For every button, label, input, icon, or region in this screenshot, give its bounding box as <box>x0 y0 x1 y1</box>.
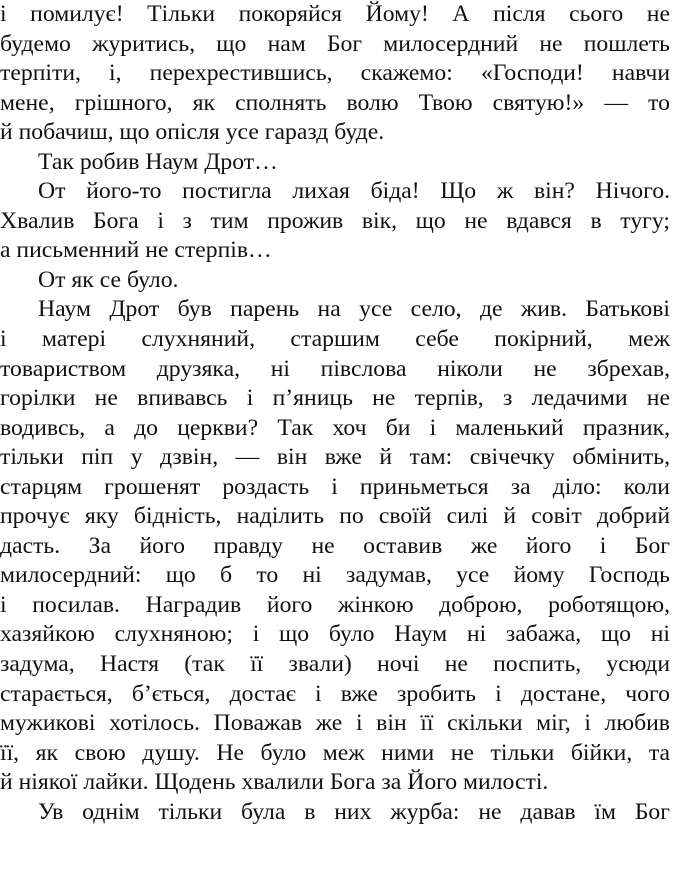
text-line: прочує яку бідність, наділить по своїй силі й совіт добрий <box>0 503 670 530</box>
text-line: і посилав. Наградив його жінкою доброю, роботящою, <box>0 591 670 618</box>
text-line: будемо журитись, що нам Бог милосердний не пошлеть <box>0 30 670 57</box>
text-line: товариством друзяка, ні півслова ніколи не збрехав, <box>0 355 670 382</box>
text-line-paragraph-end: й ніякої лайки. Щодень хвалили Бога за Його милості. <box>0 769 549 796</box>
text-line-paragraph: От як се було. <box>38 266 179 293</box>
text-line-paragraph-start: Наум Дрот був парень на усе село, де жив. Батькові <box>38 296 670 323</box>
text-line: Хвалив Бога і з тим прожив вік, що не вдався в тугу; <box>0 207 670 234</box>
text-line-paragraph-start: Ув однім тільки була в них журба: не давав їм Бог <box>38 798 670 825</box>
text-line: і матері слухняний, старшим себе покірний, меж <box>0 326 670 353</box>
text-line: терпіти, і, перехрестившись, скажемо: «Господи! навчи <box>0 60 670 87</box>
text-line: дасть. За його правду не оставив же його і Бог <box>0 532 670 559</box>
text-line-paragraph-start: От його-то постигла лихая біда! Що ж він? Нічого. <box>38 178 670 205</box>
text-line-paragraph-end: а письменний не стерпів… <box>0 237 272 264</box>
text-line: водивсь, а до церкви? Так хоч би і маленький празник, <box>0 414 670 441</box>
text-line: і помилує! Тільки покоряйся Йому! А після сього не <box>0 1 670 27</box>
text-line: хазяйкою слухняною; і що було Наум ні забажа, що ні <box>0 621 670 648</box>
text-line: її, як свою душу. Не було меж ними не тільки бійки, та <box>0 739 670 766</box>
text-line: мене, грішного, як сполнять волю Твою святую!» — то <box>0 89 670 116</box>
text-line-paragraph-end: й побачиш, що опісля усе гаразд буде. <box>0 119 385 146</box>
text-line: старається, б’ється, достає і вже зробить і достане, чого <box>0 680 670 707</box>
text-line: старцям грошенят роздасть і приньметься за діло: коли <box>0 473 670 500</box>
text-line: горілки не впивавсь і п’яниць не терпів, з ледачими не <box>0 385 670 412</box>
text-line: тільки піп у дзвін, — він вже й там: свічечку обмінить, <box>0 444 670 471</box>
text-line: мужикові хотілось. Поважав же і він її скільки міг, і любив <box>0 710 670 737</box>
text-line-paragraph: Так робив Наум Дрот… <box>38 148 278 175</box>
text-line: задума, Настя (так її звали) ночі не поспить, усюди <box>0 651 670 678</box>
text-line: милосердний: що б то ні задумав, усе йому Господь <box>0 562 670 589</box>
